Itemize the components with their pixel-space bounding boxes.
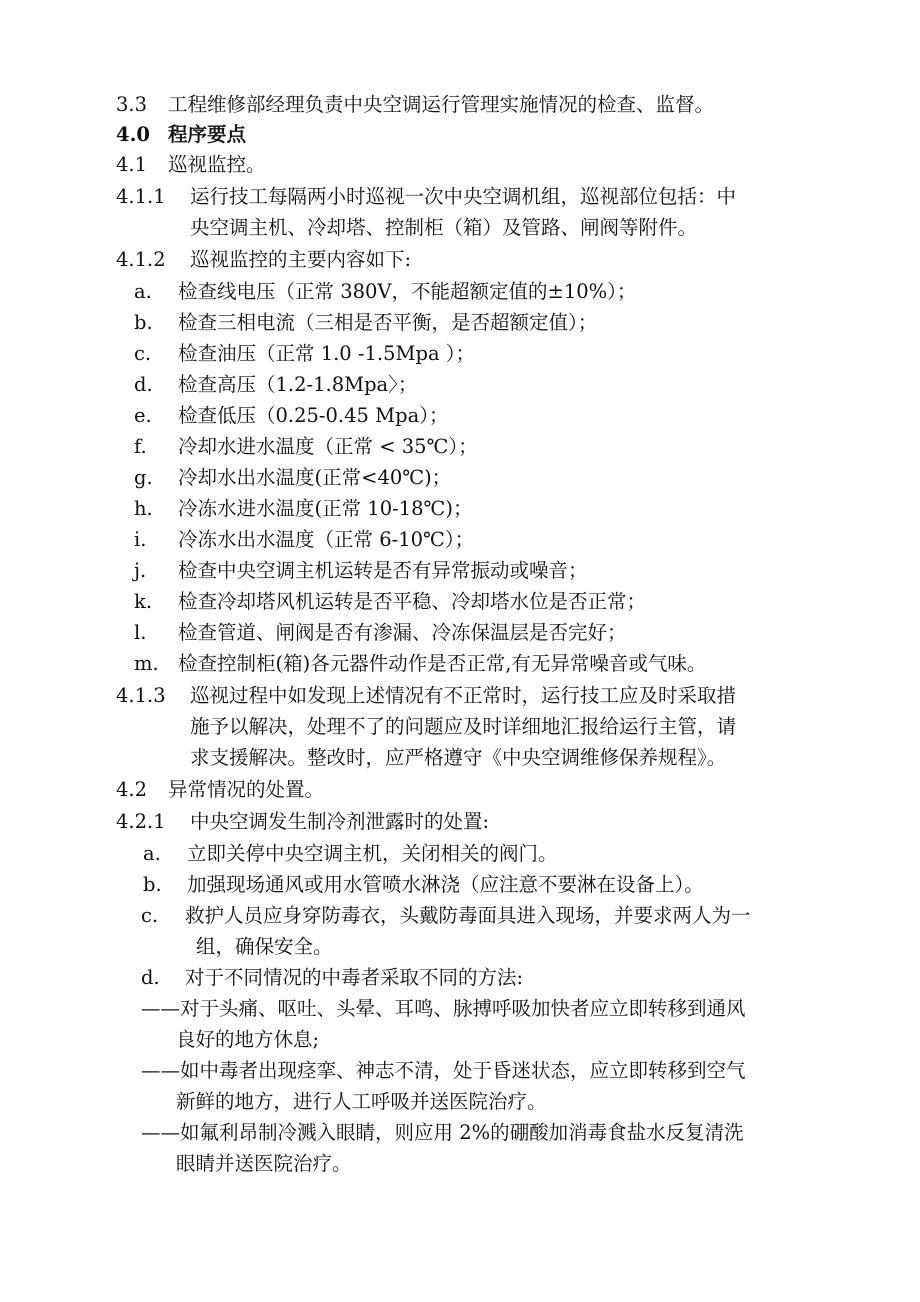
item-label: a. <box>143 842 161 865</box>
item-text: 冷冻水出水温度（正常 6-10℃）； <box>178 528 475 551</box>
sub-item-b <box>143 871 704 899</box>
item-text: 冷却水进水温度（正常 < 35℃）； <box>178 435 478 458</box>
section-text: 巡视监控的主要内容如下: <box>190 248 412 271</box>
item-text: 检查油压（正常 1.0 -1.5Mpa ）； <box>178 342 476 365</box>
dash-item <box>141 1119 744 1147</box>
dash-item-cont <box>176 1088 547 1116</box>
section-4-1 <box>116 151 266 179</box>
item-text: 检查线电压（正常 380V，不能超额定值的±10%）； <box>178 280 637 303</box>
section-4-1-1-cont <box>190 214 697 242</box>
section-number: 4.1.3 <box>116 684 166 707</box>
list-item <box>134 526 474 554</box>
section-text-line-2: 施予以解决，处理不了的问题应及时详细地汇报给运行主管，请 <box>190 715 737 738</box>
sub-item-c <box>141 902 751 930</box>
section-4-0-heading <box>116 121 246 149</box>
dash-item-cont <box>176 1026 319 1054</box>
dash-text-line-2: 新鲜的地方，进行人工呼吸并送医院治疗。 <box>176 1090 547 1113</box>
item-label: b. <box>134 311 153 334</box>
dash-text-line-2: 眼睛并送医院治疗。 <box>176 1152 352 1175</box>
section-number: 4.1 <box>116 153 148 176</box>
list-item <box>134 464 451 492</box>
section-4-2 <box>116 776 324 804</box>
sub-item-a <box>143 840 558 868</box>
sub-item-d <box>141 964 523 992</box>
list-item <box>134 371 417 399</box>
item-label: b. <box>143 873 162 896</box>
dash-item <box>141 995 746 1023</box>
dash-text-line-1: ——对于头痛、呕吐、头晕、耳鸣、脉搏呼吸加快者应立即转移到通风 <box>141 997 746 1020</box>
item-label: c. <box>134 342 152 365</box>
item-text: 检查三相电流（三相是否平衡，是否超额定值）； <box>178 311 598 334</box>
section-number: 3.3 <box>116 93 148 116</box>
item-label: f. <box>134 435 147 458</box>
section-text-line-2: 央空调主机、冷却塔、控制柜（箱）及管路、闸阀等附件。 <box>190 216 698 239</box>
item-text: 检查低压（0.25-0.45 Mpa）； <box>178 404 449 427</box>
dash-item-cont <box>176 1150 352 1178</box>
item-text-line-2: 组，确保安全。 <box>196 935 333 958</box>
section-number: 4.1.2 <box>116 248 166 271</box>
item-text-line-1: 救护人员应身穿防毒衣，头戴防毒面具进入现场，并要求两人为一 <box>185 904 751 927</box>
sub-item-c-cont <box>196 933 333 961</box>
section-text-line-3: 求支援解决。整改时，应严格遵守《中央空调维修保养规程》。 <box>190 746 727 769</box>
section-text: 异常情况的处置。 <box>168 778 325 801</box>
item-label: a. <box>134 280 152 303</box>
section-number: 4.2 <box>116 778 148 801</box>
item-text: 立即关停中央空调主机，关闭相关的阀门。 <box>187 842 558 865</box>
item-text: 检查中央空调主机运转是否有异常振动或噪音； <box>178 559 588 582</box>
item-label: k. <box>134 590 153 613</box>
item-label: e. <box>134 404 152 427</box>
section-number: 4.2.1 <box>116 810 166 833</box>
list-item <box>134 402 448 430</box>
item-label: d. <box>141 966 160 989</box>
item-text: 加强现场通风或用水管喷水淋浇（应注意不要淋在设备上）。 <box>187 873 704 896</box>
item-text: 检查控制柜(箱)各元器件动作是否正常,有无异常噪音或气味。 <box>178 652 707 675</box>
item-label: g. <box>134 466 153 489</box>
item-text: 检查高压（1.2-1.8Mpa〉； <box>178 373 418 396</box>
dash-text-line-1: ——如氟利昂制冷溅入眼睛，则应用 2%的硼酸加消毒食盐水反复清洗 <box>141 1121 744 1144</box>
dash-text-line-2: 良好的地方休息; <box>176 1028 320 1051</box>
section-3-3 <box>116 91 714 119</box>
item-text: 对于不同情况的中毒者采取不同的方法: <box>185 966 524 989</box>
section-4-1-3 <box>116 682 736 710</box>
list-item <box>134 619 627 647</box>
item-text: 冷却水出水温度(正常<40℃)； <box>178 466 452 489</box>
section-4-1-2 <box>116 246 411 274</box>
list-item <box>134 340 475 368</box>
section-text-line-1: 运行技工每隔两小时巡视一次中央空调机组，巡视部位包括：中 <box>190 185 737 208</box>
item-label: i. <box>134 528 147 551</box>
section-text: 中央空调发生制冷剂泄露时的处置: <box>190 810 490 833</box>
list-item <box>134 433 478 461</box>
list-item <box>134 557 588 585</box>
item-text: 冷冻水进水温度(正常 10-18℃)； <box>178 497 473 520</box>
item-label: j. <box>134 559 147 582</box>
section-text: 工程维修部经理负责中央空调运行管理实施情况的检查、监督。 <box>168 93 715 116</box>
section-number: 4.0 <box>116 123 150 146</box>
section-4-2-1 <box>116 808 489 836</box>
list-item <box>134 588 646 616</box>
section-text-line-1: 巡视过程中如发现上述情况有不正常时，运行技工应及时采取措 <box>190 684 737 707</box>
item-label: l. <box>134 621 147 644</box>
section-4-1-3-cont-1 <box>190 713 736 741</box>
section-number: 4.1.1 <box>116 185 166 208</box>
item-label: c. <box>141 904 159 927</box>
section-text: 巡视监控。 <box>168 153 266 176</box>
item-label: d. <box>134 373 153 396</box>
dash-item <box>141 1057 746 1085</box>
item-text: 检查冷却塔风机运转是否平稳、冷却塔水位是否正常； <box>178 590 647 613</box>
item-label: h. <box>134 497 153 520</box>
list-item <box>134 278 636 306</box>
item-text: 检查管道、闸阀是否有渗漏、冷冻保温层是否完好； <box>178 621 627 644</box>
section-4-1-3-cont-2 <box>190 744 726 772</box>
section-4-1-1 <box>116 183 736 211</box>
list-item <box>134 495 472 523</box>
item-label: m. <box>134 652 159 675</box>
section-heading: 程序要点 <box>168 123 247 146</box>
dash-text-line-1: ——如中毒者出现痉挛、神志不清，处于昏迷状态，应立即转移到空气 <box>141 1059 746 1082</box>
list-item <box>134 309 597 337</box>
list-item <box>134 650 706 678</box>
